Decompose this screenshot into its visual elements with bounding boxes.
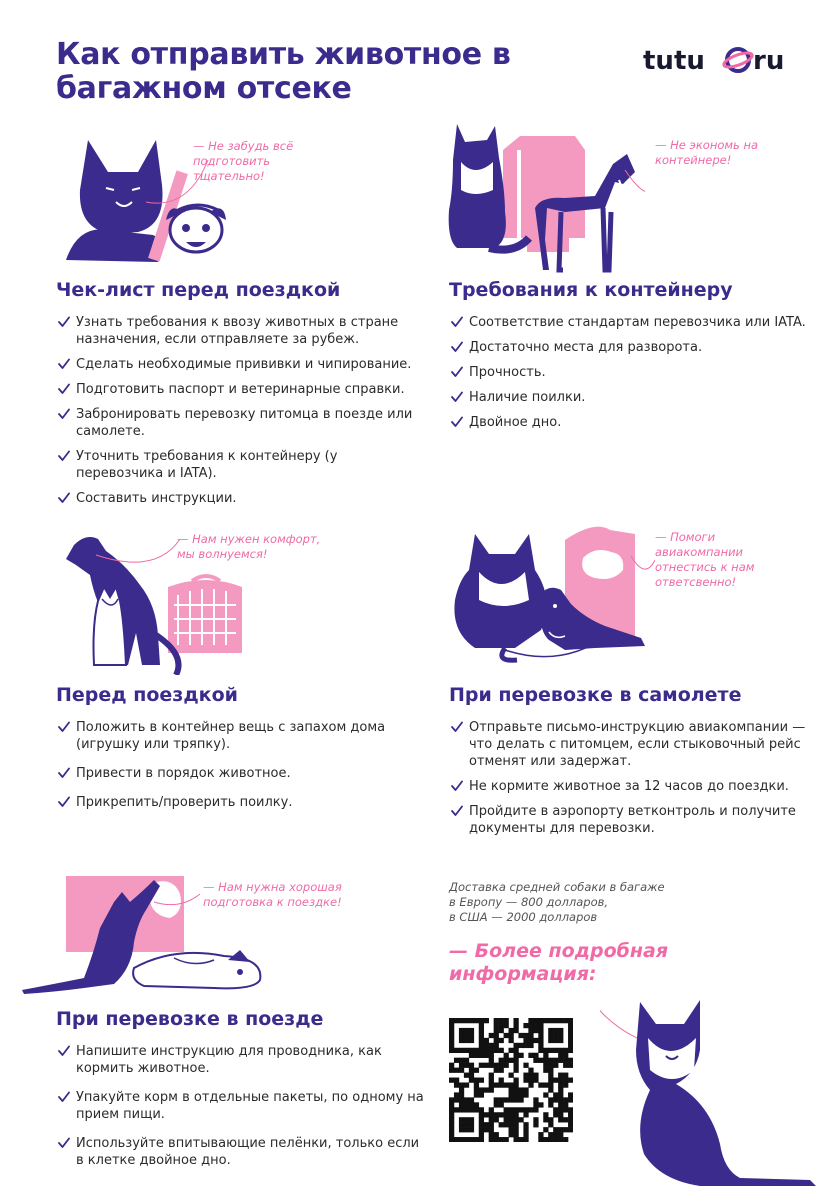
checklist-item (56, 356, 426, 373)
checkmark-icon (451, 780, 463, 792)
plane-note: — Помоги авиакомпании отнестись к нам ответсвенно! (655, 530, 755, 589)
checklist-item (56, 381, 426, 398)
container-item (449, 414, 819, 431)
plane-item-text: Не кормите животное за 12 часов до поездки. (469, 779, 789, 794)
before-item-text: Положить в контейнер вещь с запахом дома (игрушку или тряпку). (76, 720, 386, 752)
checklist-item (56, 448, 426, 482)
container-item-text: Достаточно места для разворота. (469, 340, 703, 355)
container-note: — Не экономь на контейнере! (655, 138, 759, 167)
container-item-text: Наличие поилки. (469, 390, 586, 405)
before-item-text: Привести в порядок животное. (76, 766, 291, 781)
train-item-text: Напишите инструкцию для проводника, как кормить животное. (76, 1044, 382, 1076)
plane-item (449, 778, 824, 795)
checkmark-icon (58, 450, 70, 462)
checkmark-icon (451, 416, 463, 428)
container-item (449, 339, 819, 356)
plane-item (449, 719, 824, 770)
train-list (56, 1043, 426, 1169)
checklist-item-text: Подготовить паспорт и ветеринарные справки. (76, 382, 405, 397)
checkmark-icon (58, 1091, 70, 1103)
plane-section (449, 684, 824, 845)
checkmark-icon (58, 1045, 70, 1057)
checklist-item-text: Сделать необходимые прививки и чипирование. (76, 357, 412, 372)
price-line-2: в Европу — 800 долларов, (449, 895, 609, 909)
more-info-heading: — Более подробная информация: (449, 940, 669, 985)
price-line-1: Доставка средней собаки в багаже (449, 880, 665, 894)
globe-icon (722, 49, 754, 71)
qr-code[interactable] (449, 1018, 573, 1146)
checkmark-icon (58, 383, 70, 395)
checkmark-icon (451, 341, 463, 353)
checklist-item (56, 406, 426, 440)
checklist-section (56, 279, 426, 515)
container-section (449, 279, 819, 439)
container-item (449, 389, 819, 406)
train-item-text: Упакуйте корм в отдельные пакеты, по одному на прием пищи. (76, 1090, 424, 1122)
price-info (449, 880, 709, 925)
container-item (449, 314, 819, 331)
plane-title: При перевозке в самолете (449, 684, 742, 706)
before-list (56, 719, 426, 811)
plane-item-text: Пройдите в аэропорту ветконтроль и получите документы для перевозки. (469, 804, 796, 836)
train-item-text: Используйте впитывающие пелёнки, только если в клетке двойное дно. (76, 1136, 420, 1168)
container-item-text: Прочность. (469, 365, 546, 380)
illustration-container (445, 120, 645, 275)
logo-text-right: ru (753, 46, 785, 76)
checkmark-icon (451, 721, 463, 733)
checklist-list (56, 314, 426, 507)
price-line-3: в США — 2000 долларов (449, 910, 598, 924)
container-item-text: Двойное дно. (469, 415, 562, 430)
checklist-note: — Не забудь всё подготовить тщательно! (193, 139, 294, 183)
checklist-item (56, 314, 426, 348)
before-title: Перед поездкой (56, 684, 238, 706)
before-item (56, 719, 426, 753)
checkmark-icon (58, 721, 70, 733)
checkmark-icon (451, 316, 463, 328)
checklist-title: Чек-лист перед поездкой (56, 279, 341, 301)
checkmark-icon (58, 767, 70, 779)
before-item-text: Прикрепить/проверить поилку. (76, 795, 293, 810)
container-item (449, 364, 819, 381)
plane-item (449, 803, 824, 837)
container-title: Требования к контейнеру (449, 279, 733, 301)
train-item (56, 1089, 426, 1123)
before-section (56, 684, 426, 823)
plane-list (449, 719, 824, 837)
logo-text-left: tutu (643, 46, 705, 76)
checkmark-icon (58, 796, 70, 808)
tutu-logo[interactable] (641, 40, 791, 80)
checkmark-icon (58, 316, 70, 328)
checklist-item-text: Забронировать перевозку питомца в поезде или самолете. (76, 407, 413, 439)
checkmark-icon (58, 358, 70, 370)
checkmark-icon (58, 492, 70, 504)
page-title: Как отправить животное в багажном отсеке (56, 37, 511, 106)
illustration-sitting-cat (600, 994, 820, 1186)
checklist-item-text: Уточнить требования к контейнеру (у перевозчика и IATA). (76, 449, 338, 481)
train-section (56, 1008, 426, 1181)
container-list (449, 314, 819, 431)
checklist-item (56, 490, 426, 507)
before-item (56, 765, 426, 782)
before-item (56, 794, 426, 811)
container-item-text: Соответствие стандартам перевозчика или IATA. (469, 315, 806, 330)
checkmark-icon (58, 408, 70, 420)
train-item (56, 1043, 426, 1077)
train-title: При перевозке в поезде (56, 1008, 324, 1030)
illustration-plane (445, 520, 655, 665)
checkmark-icon (451, 366, 463, 378)
checkmark-icon (451, 805, 463, 817)
train-note: — Нам нужна хорошая подготовка к поездке! (203, 880, 342, 909)
checklist-item-text: Составить инструкции. (76, 491, 237, 506)
train-item (56, 1135, 426, 1169)
checkmark-icon (58, 1137, 70, 1149)
before-note: — Нам нужен комфорт, мы волнуемся! (177, 532, 321, 561)
plane-item-text: Отправьте письмо-инструкцию авиакомпании — что делать с питомцем, если стыковочный рейс отменят или задержат. (469, 720, 806, 769)
checkmark-icon (451, 391, 463, 403)
checklist-item-text: Узнать требования к ввозу животных в стране назначения, если отправляете за рубеж. (76, 315, 399, 347)
